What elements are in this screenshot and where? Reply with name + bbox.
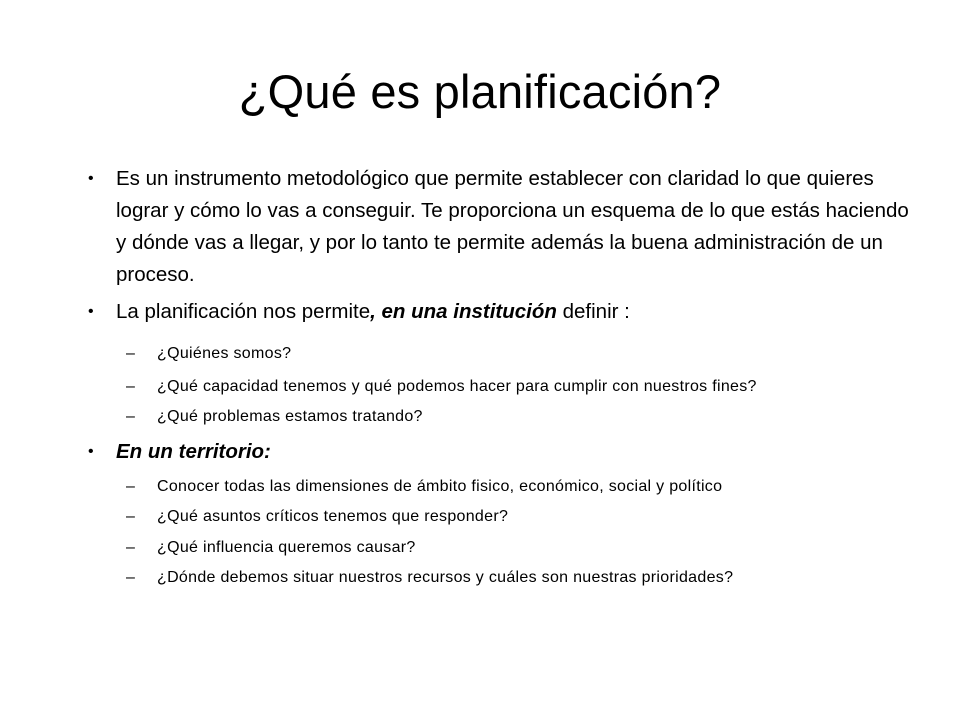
sub-bullet-text: Conocer todas las dimensiones de ámbito fisico, económico, social y político [157, 478, 723, 495]
bullet-text: Es un instrumento metodológico que permite establecer con claridad lo que quieres lograr y cómo lo vas a conseguir. Te proporciona un esquema de lo que estás haciendo y dónde vas a llegar, y por lo tanto te permite además la buena administración de un proceso. [116, 167, 909, 286]
dash-icon: – [126, 345, 136, 362]
bullet-text [116, 296, 916, 328]
slide-title: ¿Qué es planificación? [238, 65, 722, 118]
sub-bullet-text: ¿Qué problemas estamos tratando? [157, 408, 423, 425]
bullet-text: En un territorio: [116, 440, 271, 463]
dash-icon: – [126, 508, 136, 525]
sub-bullet-text: ¿Quiénes somos? [157, 345, 292, 362]
sub-bullet-text: ¿Qué capacidad tenemos y qué podemos hacer para cumplir con nuestros fines? [157, 378, 757, 395]
bullet-text-emphasis: , en una institución [370, 300, 557, 323]
bullet-icon: • [88, 170, 94, 187]
dash-icon: – [126, 539, 136, 556]
sub-bullet-text: ¿Qué asuntos críticos tenemos que responder? [157, 508, 509, 525]
bullet-text-end: definir : [556, 300, 630, 323]
dash-icon: – [126, 478, 136, 495]
bullet-text-start: La planificación nos permite [116, 300, 371, 323]
dash-icon: – [126, 569, 136, 586]
sub-bullet-text: ¿Qué influencia queremos causar? [157, 539, 416, 556]
bullet-icon: • [88, 443, 94, 460]
bullet-icon: • [88, 303, 94, 320]
sub-bullet-text: ¿Dónde debemos situar nuestros recursos y cuáles son nuestras prioridades? [157, 569, 734, 586]
dash-icon: – [126, 378, 136, 395]
dash-icon: – [126, 408, 136, 425]
